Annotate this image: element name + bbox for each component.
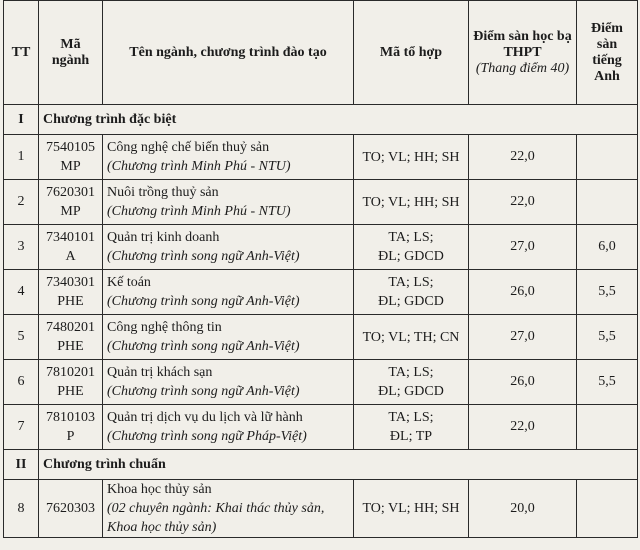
subject-combo-cell <box>354 360 469 405</box>
row-number: 5 <box>4 315 39 360</box>
major-code-line: 7620301 <box>46 185 95 200</box>
program-name-cell <box>103 405 354 450</box>
program-note: (02 chuyên ngành: Khai thác thủy sản, Khoa học thủy sản) <box>107 501 325 535</box>
transcript-min-score: 26,0 <box>469 360 577 405</box>
major-name: Khoa học thủy sản <box>107 482 212 497</box>
table-body <box>4 105 638 538</box>
program-note: (Chương trình Minh Phú - NTU) <box>107 204 291 219</box>
major-name: Quản trị khách sạn <box>107 365 213 380</box>
row-number: 1 <box>4 135 39 180</box>
transcript-min-score: 20,0 <box>469 480 577 538</box>
table-row <box>4 360 638 405</box>
program-name-cell <box>103 480 354 538</box>
subject-combo-line: TO; VL; HH; SH <box>362 194 460 210</box>
subject-combo-line: TA; LS; <box>388 365 434 380</box>
transcript-min-score: 26,0 <box>469 270 577 315</box>
program-note: (Chương trình song ngữ Anh-Việt) <box>107 384 300 399</box>
header-ma-to-hop: Mã tổ hợp <box>354 1 469 105</box>
english-min-score <box>577 135 638 180</box>
subject-combo-cell <box>354 270 469 315</box>
major-name: Kế toán <box>107 275 151 290</box>
major-code-cell <box>39 360 103 405</box>
transcript-min-score: 27,0 <box>469 225 577 270</box>
major-code-line: 7810201 <box>46 365 95 380</box>
major-code-line: 7340101 <box>46 230 95 245</box>
table-row <box>4 315 638 360</box>
major-code-line: MP <box>60 159 81 174</box>
major-code-line: PHE <box>57 294 84 309</box>
major-code-line: PHE <box>57 384 84 399</box>
table-header-row <box>4 1 638 105</box>
subject-combo-line: ĐL; TP <box>389 429 433 444</box>
header-ten-nganh: Tên ngành, chương trình đào tạo <box>103 1 354 105</box>
english-min-score <box>577 480 638 538</box>
subject-combo-cell <box>354 180 469 225</box>
subject-combo-line: TA; LS; <box>388 275 434 290</box>
table-row <box>4 480 638 538</box>
header-diem-tieng-anh: Điểm sàn tiếng Anh <box>577 1 638 105</box>
table-row <box>4 405 638 450</box>
major-code-line: A <box>65 249 76 264</box>
major-name: Công nghệ thông tin <box>107 320 222 335</box>
program-note: (Chương trình song ngữ Anh-Việt) <box>107 249 300 264</box>
row-number: 2 <box>4 180 39 225</box>
english-min-score <box>577 180 638 225</box>
major-code-line: 7340301 <box>46 275 95 290</box>
section-title: Chương trình đặc biệt <box>39 105 638 135</box>
major-code-cell <box>39 225 103 270</box>
section-number: II <box>4 450 39 480</box>
section-row <box>4 450 638 480</box>
subject-combo-cell <box>354 405 469 450</box>
admission-score-table <box>3 0 638 538</box>
major-code-line: 7810103 <box>46 410 95 425</box>
row-number: 8 <box>4 480 39 538</box>
major-code-line: 7540105 <box>46 140 95 155</box>
major-code-cell <box>39 180 103 225</box>
major-code-cell <box>39 270 103 315</box>
section-row <box>4 105 638 135</box>
table-row <box>4 225 638 270</box>
major-code-line: MP <box>60 204 81 219</box>
major-code-cell <box>39 315 103 360</box>
row-number: 6 <box>4 360 39 405</box>
row-number: 7 <box>4 405 39 450</box>
subject-combo-line: TO; VL; HH; SH <box>362 501 460 516</box>
subject-combo-line: TA; LS; <box>388 410 434 425</box>
subject-combo-cell <box>354 135 469 180</box>
major-name: Quản trị kinh doanh <box>107 230 220 245</box>
major-code-line: 7620303 <box>46 501 95 516</box>
program-name-cell <box>103 360 354 405</box>
subject-combo-cell <box>354 315 469 360</box>
program-name-cell <box>103 225 354 270</box>
row-number: 3 <box>4 225 39 270</box>
program-name-cell <box>103 315 354 360</box>
program-note: (Chương trình song ngữ Anh-Việt) <box>107 294 300 309</box>
section-number: I <box>4 105 39 135</box>
header-tt: TT <box>4 1 39 105</box>
header-diem-hoc-ba <box>469 1 577 105</box>
subject-combo-line: TO; VL; TH; CN <box>362 329 460 345</box>
subject-combo-line: TA; LS; <box>388 230 434 245</box>
subject-combo-line: ĐL; GDCD <box>378 294 444 309</box>
header-ma-nganh: Mã ngành <box>39 1 103 105</box>
transcript-min-score: 22,0 <box>469 405 577 450</box>
subject-combo-cell <box>354 225 469 270</box>
major-code-cell <box>39 480 103 538</box>
row-number: 4 <box>4 270 39 315</box>
subject-combo-cell <box>354 480 469 538</box>
major-code-line: P <box>66 429 75 444</box>
table-row <box>4 270 638 315</box>
section-title: Chương trình chuẩn <box>39 450 638 480</box>
program-name-cell <box>103 180 354 225</box>
subject-combo-line: TO; VL; HH; SH <box>362 149 460 165</box>
program-note: (Chương trình song ngữ Anh-Việt) <box>107 339 300 354</box>
program-note: (Chương trình song ngữ Pháp-Việt) <box>107 429 307 444</box>
program-name-cell <box>103 270 354 315</box>
major-code-line: PHE <box>57 339 84 354</box>
major-name: Công nghệ chế biến thuỷ sản <box>107 140 270 155</box>
english-min-score: 6,0 <box>577 225 638 270</box>
header-diem-hoc-ba-label: Điểm sàn học bạ THPT <box>473 28 572 60</box>
transcript-min-score: 27,0 <box>469 315 577 360</box>
major-code-line: 7480201 <box>46 320 95 335</box>
english-min-score: 5,5 <box>577 270 638 315</box>
english-min-score <box>577 405 638 450</box>
table-row <box>4 180 638 225</box>
major-name: Quản trị dịch vụ du lịch và lữ hành <box>107 410 303 425</box>
english-min-score: 5,5 <box>577 360 638 405</box>
subject-combo-line: ĐL; GDCD <box>378 384 444 399</box>
major-code-cell <box>39 405 103 450</box>
major-code-cell <box>39 135 103 180</box>
program-note: (Chương trình Minh Phú - NTU) <box>107 159 291 174</box>
english-min-score: 5,5 <box>577 315 638 360</box>
header-diem-hoc-ba-note: (Thang điểm 40) <box>475 60 570 76</box>
transcript-min-score: 22,0 <box>469 180 577 225</box>
table-row <box>4 135 638 180</box>
subject-combo-line: ĐL; GDCD <box>378 249 444 264</box>
program-name-cell <box>103 135 354 180</box>
major-name: Nuôi trồng thuỷ sản <box>107 185 219 200</box>
transcript-min-score: 22,0 <box>469 135 577 180</box>
